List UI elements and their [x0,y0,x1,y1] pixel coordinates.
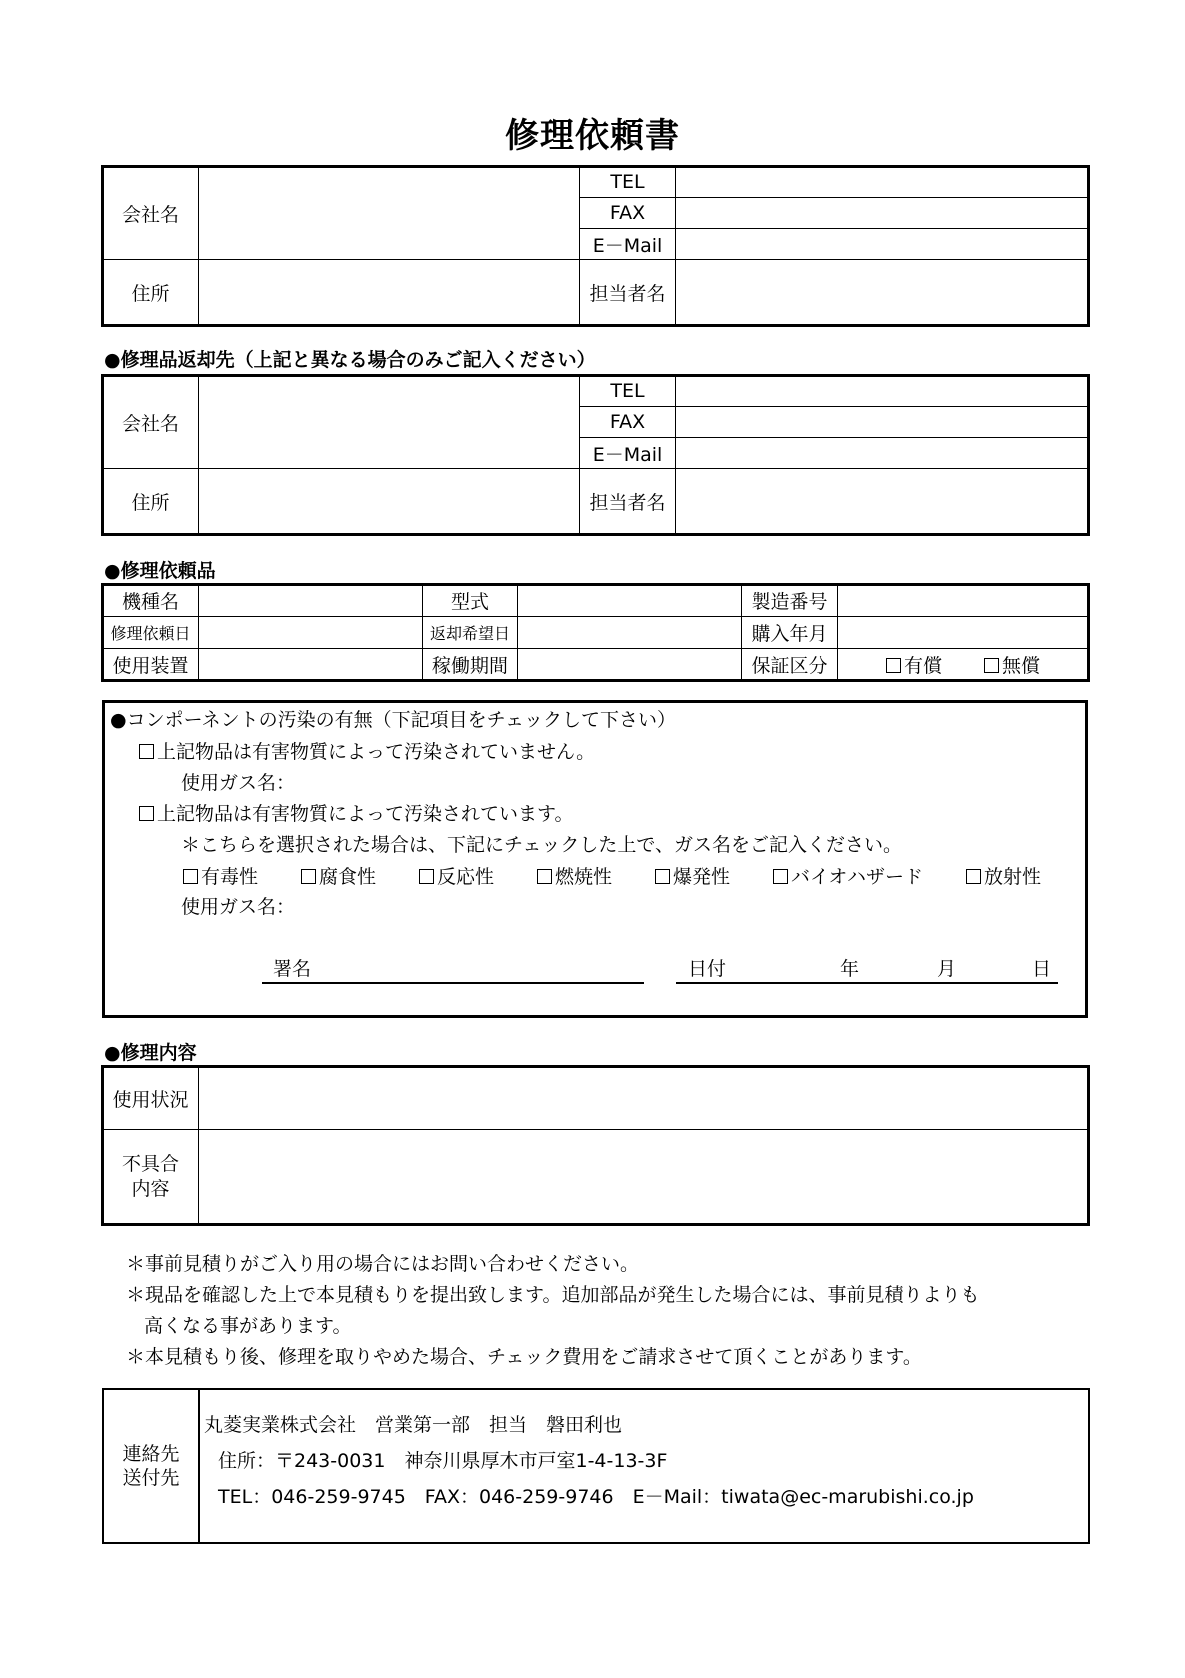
return-tel-field[interactable] [676,376,1089,407]
return-date-label: 返却希望日 [423,617,518,649]
model-name-label: 機種名 [103,585,199,617]
contact-person-label: 担当者名 [580,260,676,326]
serial-field[interactable] [838,585,1089,617]
return-email-field[interactable] [676,438,1089,469]
checkbox-icon [655,869,670,884]
item-section-heading: ●修理依頼品 [104,560,216,582]
paid-label: 有償 [903,655,942,677]
operating-period-label: 稼働期間 [423,649,518,681]
contaminated-option[interactable] [139,799,573,826]
not-contaminated-label: 上記物品は有害物質によって汚染されていません。 [157,741,596,763]
request-date-field[interactable] [199,617,423,649]
address-field[interactable] [199,260,580,326]
year-label: 年 [840,958,860,980]
gas-name-label-1: 使用ガス名： [181,772,296,794]
contact-table [102,1388,1090,1544]
not-contaminated-option[interactable] [139,737,595,764]
request-date-label: 修理依頼日 [103,617,199,649]
repair-table [102,1066,1089,1225]
page-title: 修理依頼書 [505,116,680,156]
free-label: 無償 [1002,655,1041,677]
date-label: 日付 [688,958,727,980]
purchase-date-field[interactable] [838,617,1089,649]
repair-section-heading: ●修理内容 [104,1042,197,1064]
gas-name-label-2: 使用ガス名： [181,896,296,918]
return-contact-person-label: 担当者名 [580,469,676,535]
return-table [102,375,1089,535]
checkbox-icon [301,869,316,884]
return-email-label: E－Mail [580,438,676,469]
return-address-label: 住所 [103,469,199,535]
usage-field[interactable] [199,1067,1089,1130]
checkbox-icon [419,869,434,884]
address-label: 住所 [103,260,199,326]
operating-period-field[interactable] [518,649,742,681]
checkbox-icon [966,869,981,884]
date-line[interactable] [676,982,1058,984]
contact-details [199,1389,1089,1543]
signature-line[interactable] [262,982,644,984]
note-3: ＊本見積もり後、修理を取りやめた場合、チェック費用をご請求させて頂くことがあります。 [126,1346,922,1368]
note-2-continued: 高くなる事があります。 [144,1315,352,1337]
hazard-corrosive[interactable] [301,862,376,889]
contact-label [103,1389,199,1543]
return-tel-label: TEL [580,376,676,407]
contact-company: 丸菱実業株式会社 営業第一部 担当 磐田利也 [204,1414,623,1436]
email-field[interactable] [676,229,1089,260]
company-name-label: 会社名 [103,167,199,260]
checkbox-icon [886,658,901,673]
hazard-toxic[interactable] [183,862,258,889]
warranty-options [838,649,1089,681]
contaminated-label: 上記物品は有害物質によって汚染されています。 [157,803,574,825]
return-contact-person-field[interactable] [676,469,1089,535]
contact-address: 住所：〒243-0031 神奈川県厚木市戸室1-4-13-3F [218,1450,668,1472]
contact-label-line-2: 送付先 [122,1467,180,1489]
hazard-label: 爆発性 [673,866,731,888]
return-address-field[interactable] [199,469,580,535]
requester-table [102,166,1089,326]
return-section-heading: ●修理品返却先（上記と異なる場合のみご記入ください） [104,349,596,371]
serial-label: 製造番号 [742,585,838,617]
return-date-field[interactable] [518,617,742,649]
hazard-label: バイオハザード [791,866,924,888]
checkbox-icon [139,806,154,821]
signature-label: 署名 [273,958,312,980]
fax-field[interactable] [676,198,1089,229]
hazard-explosive[interactable] [655,862,730,889]
month-label: 月 [937,958,957,980]
contamination-heading: ●コンポーネントの汚染の有無（下記項目をチェックして下さい） [110,709,677,731]
defect-label [103,1130,199,1225]
email-label: E－Mail [580,229,676,260]
hazard-reactive[interactable] [419,862,494,889]
hazard-label: 反応性 [437,866,495,888]
company-name-field[interactable] [199,167,580,260]
checkbox-icon [984,658,999,673]
day-label: 日 [1032,958,1052,980]
checkbox-icon [773,869,788,884]
contact-person-field[interactable] [676,260,1089,326]
return-company-name-label: 会社名 [103,376,199,469]
hazard-flammable[interactable] [537,862,612,889]
usage-label: 使用状況 [103,1067,199,1130]
note-1: ＊事前見積りがご入り用の場合にはお問い合わせください。 [126,1253,640,1275]
hazard-label: 腐食性 [319,866,377,888]
hazard-label: 有毒性 [201,866,259,888]
warranty-label: 保証区分 [742,649,838,681]
type-label: 型式 [423,585,518,617]
return-company-name-field[interactable] [199,376,580,469]
return-fax-field[interactable] [676,407,1089,438]
contamination-note: ＊こちらを選択された場合は、下記にチェックした上で、ガス名をご記入ください。 [181,834,903,856]
hazard-label: 放射性 [984,866,1042,888]
hazard-radioactive[interactable] [966,862,1041,889]
item-table [102,584,1089,681]
defect-label-line-2: 内容 [131,1178,170,1200]
tel-label: TEL [580,167,676,198]
defect-field[interactable] [199,1130,1089,1225]
tel-field[interactable] [676,167,1089,198]
free-checkbox[interactable] [984,655,1040,677]
checkbox-icon [183,869,198,884]
paid-checkbox[interactable] [886,655,942,677]
type-field[interactable] [518,585,742,617]
hazard-biohazard[interactable] [773,862,923,889]
hazard-label: 燃焼性 [555,866,613,888]
contact-label-line-1: 連絡先 [122,1443,180,1465]
fax-label: FAX [580,198,676,229]
defect-label-line-1: 不具合 [121,1153,179,1175]
model-name-field[interactable] [199,585,423,617]
checkbox-icon [139,744,154,759]
checkbox-icon [537,869,552,884]
device-label: 使用装置 [103,649,199,681]
contact-tel-fax-email: TEL：046-259-9745 FAX：046-259-9746 E－Mail：tiwata@ec-marubishi.co.jp [218,1486,974,1508]
device-field[interactable] [199,649,423,681]
return-fax-label: FAX [580,407,676,438]
note-2: ＊現品を確認した上で本見積もりを提出致します。追加部品が発生した場合には、事前見積りよりも [126,1284,980,1306]
purchase-date-label: 購入年月 [742,617,838,649]
